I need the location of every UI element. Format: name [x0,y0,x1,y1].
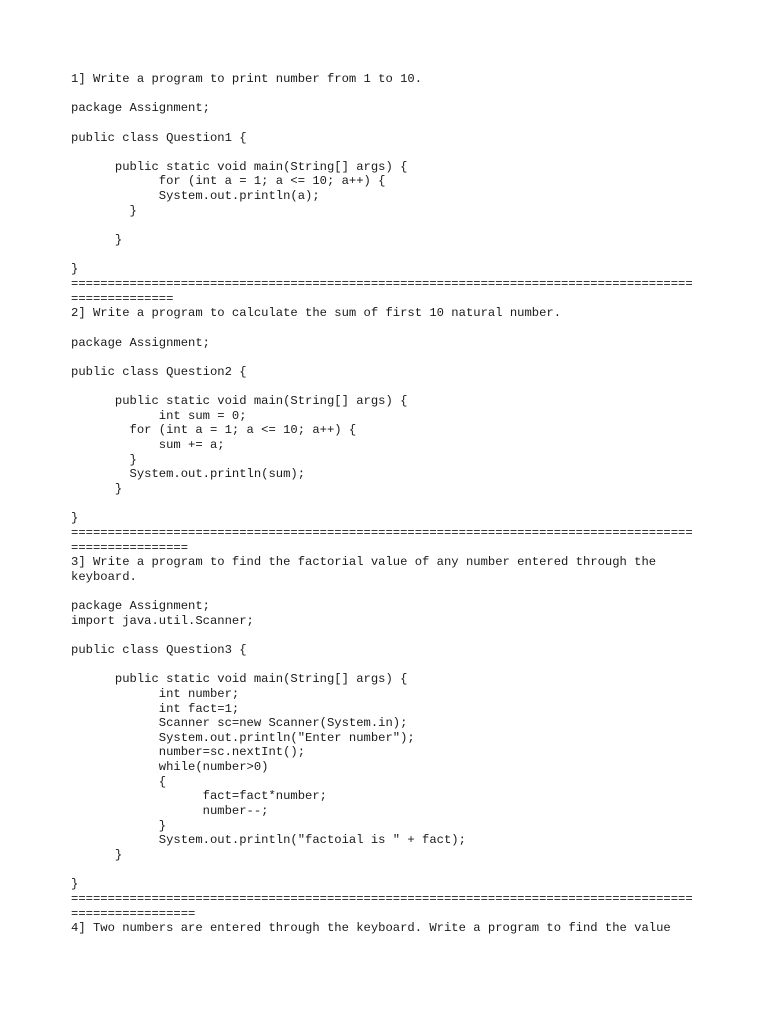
code-line: int sum = 0; [71,408,247,423]
code-line: package Assignment; [71,599,210,614]
code-line: { [71,774,167,789]
blank-line [71,116,711,131]
code-line: } [71,511,79,526]
question-heading: 4] Two numbers are entered through the keyboard. Write a program to find the value [71,921,671,936]
blank-line [71,497,711,512]
code-line: while(number>0) [71,760,269,775]
code-line: } [71,847,123,862]
blank-line [71,248,711,263]
code-line: for (int a = 1; a <= 10; a++) { [71,174,386,189]
blank-line [71,350,711,365]
code-line: sum += a; [71,438,225,453]
blank-line [71,863,711,878]
code-line: int fact=1; [71,701,240,716]
code-line: System.out.println(a); [71,189,320,204]
code-line: } [71,203,137,218]
code-line: System.out.println(sum); [71,467,306,482]
code-line: System.out.println("Enter number"); [71,730,415,745]
code-line: number--; [71,804,269,819]
code-line: import java.util.Scanner; [71,613,254,628]
code-line: } [71,481,123,496]
code-line: } [71,818,167,833]
code-line: } [71,877,79,892]
blank-line [71,145,711,160]
code-line: public static void main(String[] args) { [71,159,408,174]
separator-line: ============== [71,291,174,306]
separator-line: ================= [71,906,196,921]
question-heading: 3] Write a program to find the factorial value of any number entered through the [71,555,657,570]
blank-line [71,321,711,336]
separator-line: ===================================================================================== [71,525,693,540]
code-line: keyboard. [71,569,137,584]
separator-line: ================ [71,540,189,555]
code-line: number=sc.nextInt(); [71,745,306,760]
document-body [71,72,711,936]
code-line: } [71,233,123,248]
blank-line [71,218,711,233]
code-line: } [71,262,79,277]
blank-line [71,658,711,673]
blank-line [71,628,711,643]
code-line: Scanner sc=new Scanner(System.in); [71,716,408,731]
code-line: for (int a = 1; a <= 10; a++) { [71,423,357,438]
code-line: public class Question1 { [71,130,247,145]
question-heading: 1] Write a program to print number from 1 to 10. [71,72,423,86]
separator-line: ===================================================================================== [71,276,693,291]
code-line: fact=fact*number; [71,789,327,804]
code-line: System.out.println("factoial is " + fact); [71,833,466,848]
code-line: } [71,452,137,467]
question-heading: 2] Write a program to calculate the sum of first 10 natural number. [71,306,562,321]
code-line: public static void main(String[] args) { [71,672,408,687]
blank-line [71,379,711,394]
code-line: public static void main(String[] args) { [71,394,408,409]
code-line: package Assignment; [71,101,210,116]
blank-line [71,584,711,599]
code-line: public class Question2 { [71,364,247,379]
code-line: int number; [71,686,240,701]
separator-line: ===================================================================================== [71,891,693,906]
code-line: public class Question3 { [71,642,247,657]
blank-line [71,87,711,102]
code-line: package Assignment; [71,335,210,350]
